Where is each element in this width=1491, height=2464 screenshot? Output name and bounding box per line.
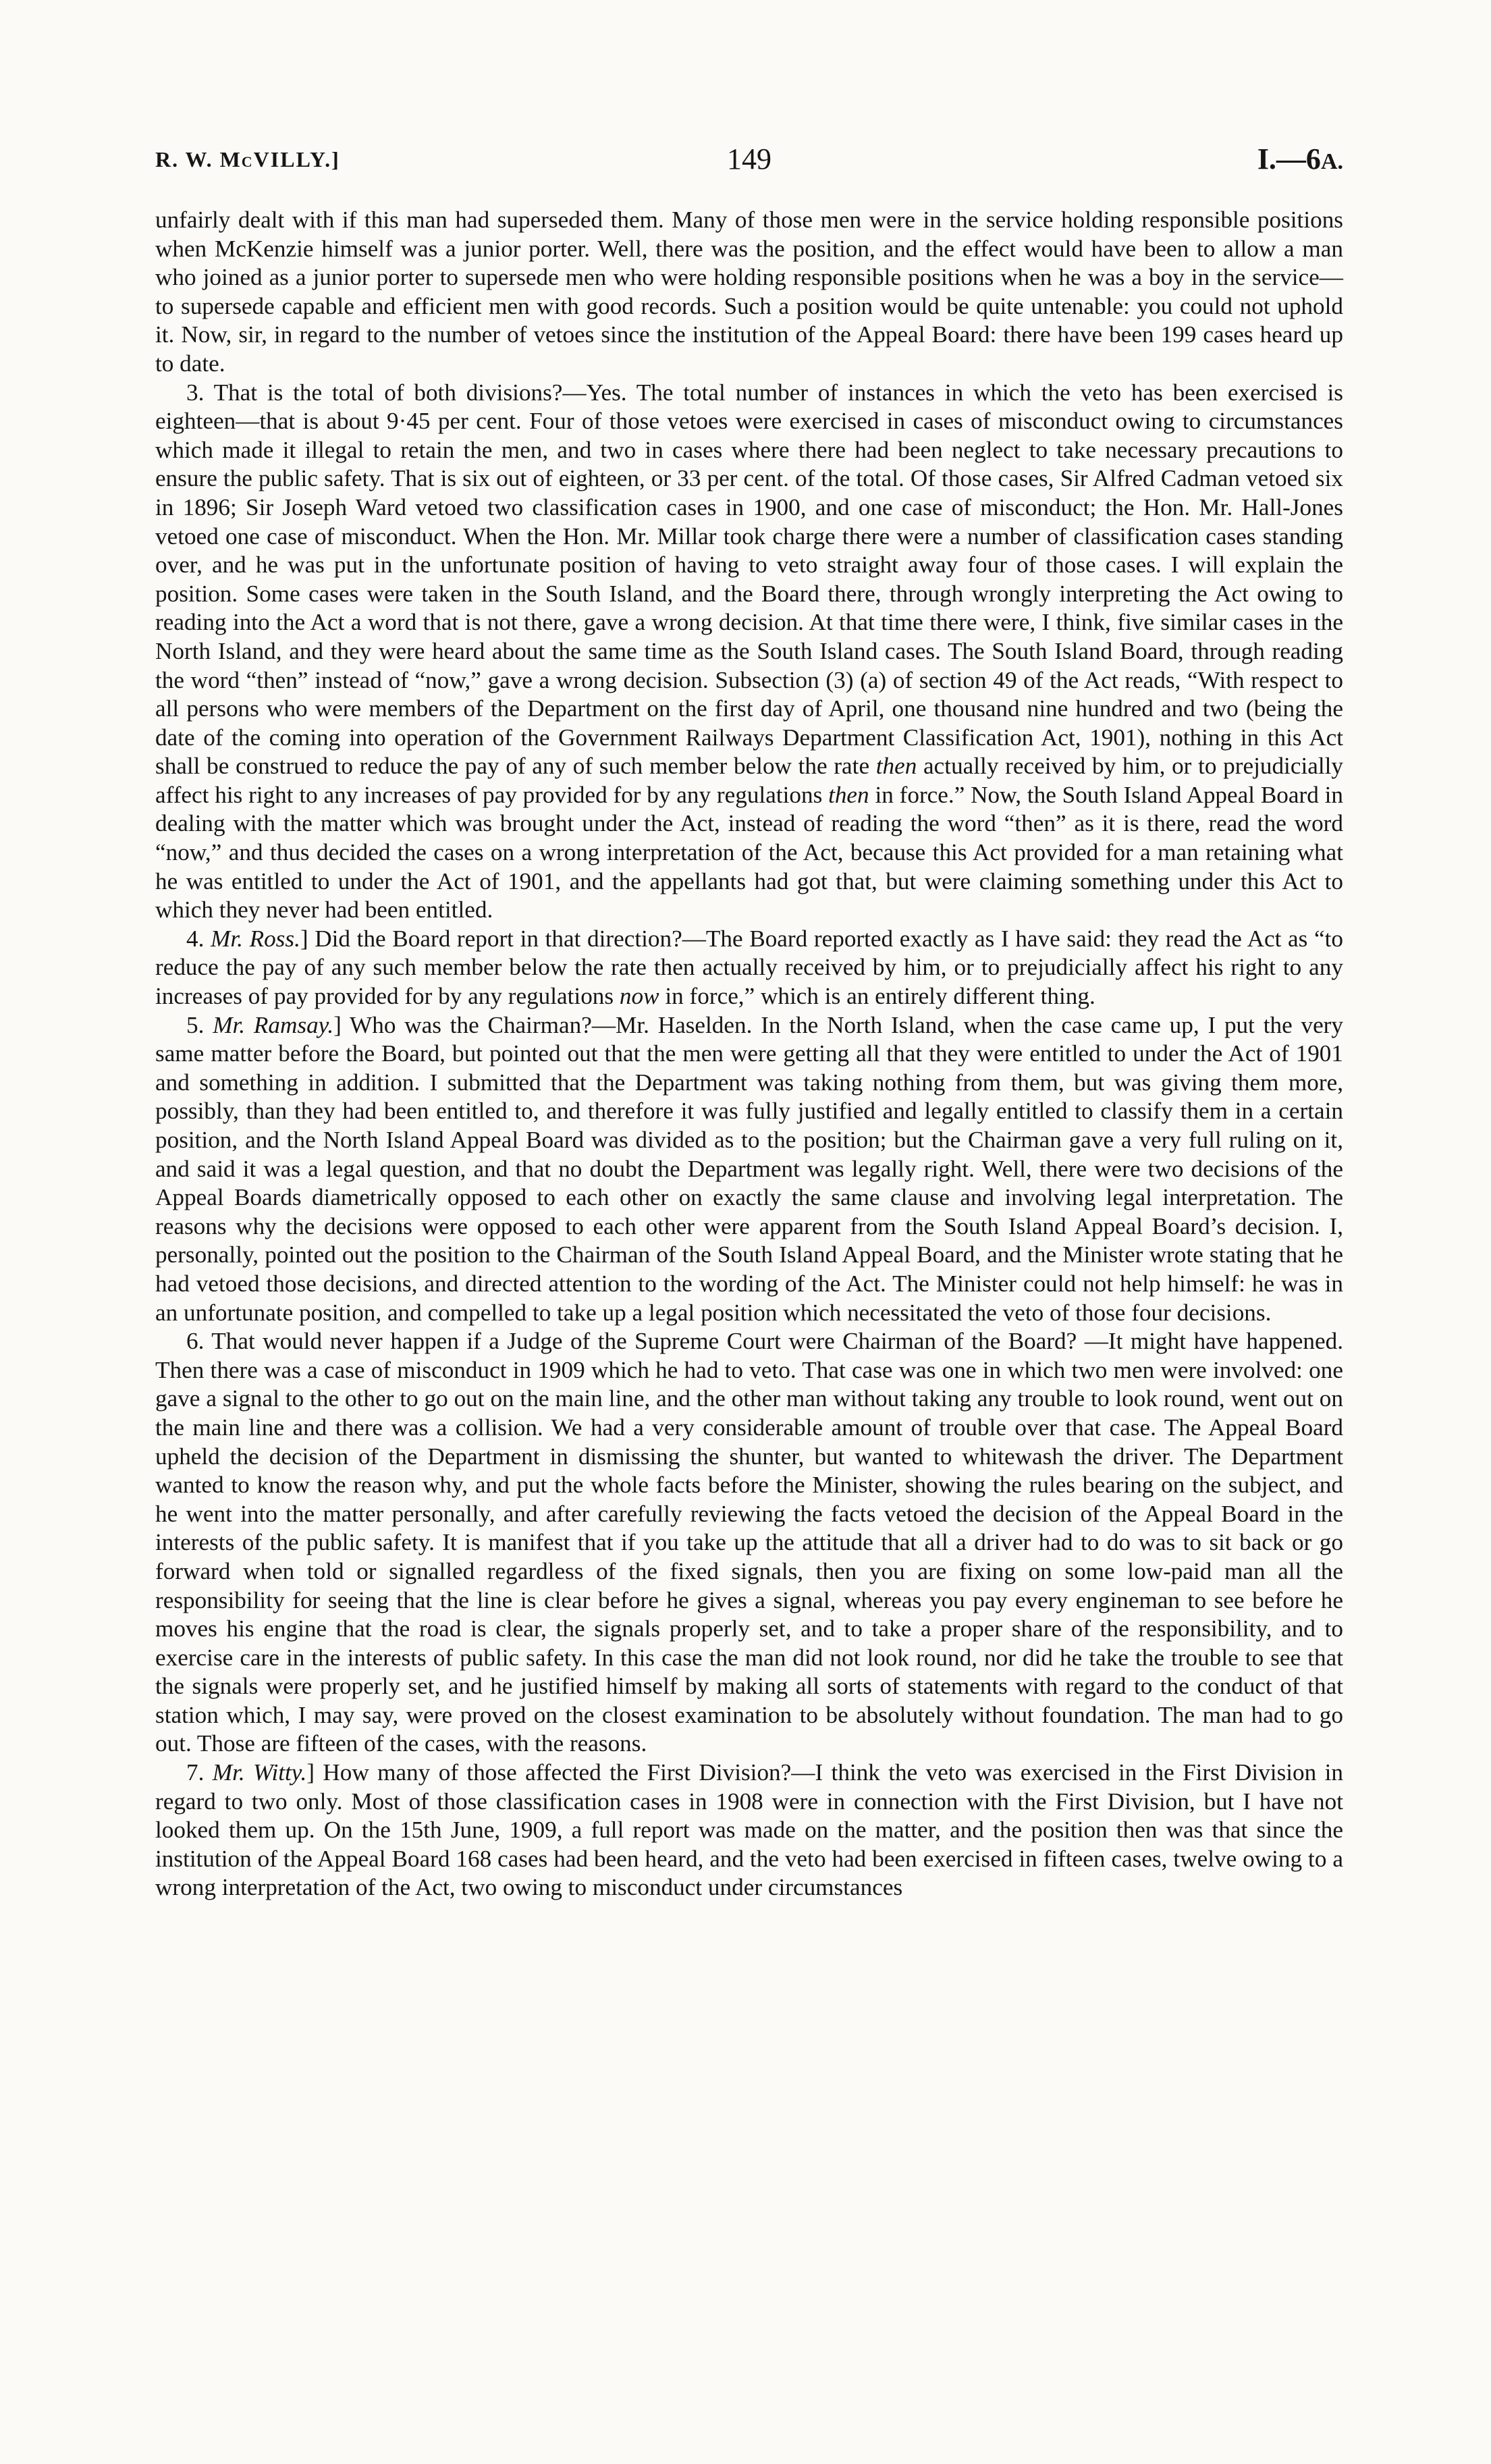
page-header	[155, 142, 1343, 182]
page-number: 149	[727, 142, 771, 176]
questioner-name: Mr. Ramsay.	[213, 1011, 334, 1038]
paragraph-question-5	[155, 1011, 1343, 1328]
questioner-name: Mr. Witty.	[212, 1759, 307, 1786]
header-witness-name: R. W. McVILLY.]	[155, 147, 340, 171]
paragraph-text: That would never happen if a Judge of the Supreme Court were Chairman of the Board? —It might have happened. Then there was a case of misconduct in 1909 which he had to veto. That case was one in which two men were involved: one gave a signal to the other to go out on the main line, and the other man without taking any trouble to look round, went out on the main line and there was a collision. We had a very considerable amount of trouble over that case. The Appeal Board upheld the decision of the Department in dismissing the shunter, but wanted to whitewash the driver. The Department wanted to know the reason why, and put the whole facts before the Minister, showing the rules bearing on the subject, and he went into the matter personally, and after carefully reviewing the facts vetoed the decision of the Appeal Board in the interests of the public safety. It is manifest that if you take up the attitude that all a driver had to do was to sit back or go forward when told or signalled regardless of the fixed signals, then you are fixing on some low-paid man all the responsibility for seeing that the line is clear before he gives a signal, whereas you pay every engineman to see before he moves his engine that the road is clear, the signals properly set, and to take a proper share of the responsibility, and to exercise care in the interests of public safety. In this case the man did not look round, nor did he take the trouble to see that the signals were properly set, and he justified himself by making all sorts of statements with regard to the conduct of that station which, I may say, were proved on the closest examination to be absolutely without foundation. The man had to go out. Those are fifteen of the cases, with the reasons.	[155, 1328, 1343, 1757]
emphasis-word: now	[619, 983, 659, 1010]
paragraph-text: in force.” Now, the South Island Appeal Board in dealing with the matter which was brought under the Act, instead of reading the word “then” as it is there, read the word “now,” and thus decided the cases on a wrong interpretation of the Act, because this Act provided for a man retaining what he was entitled to under the Act of 1901, and the appellants had got that, but were claiming something under this Act to which they never had been entitled.	[155, 781, 1343, 923]
question-number: 4.	[186, 925, 211, 952]
questioner-name: Mr. Ross.	[211, 925, 300, 952]
emphasis-word: then	[828, 781, 869, 808]
question-number: 5.	[186, 1011, 213, 1038]
paragraph-text: ] Who was the Chairman?—Mr. Haselden. In the North Island, when the case came up, I put the very same matter before the Board, but pointed out that the men were getting all that they were entitled to under the Act of 1901 and something in addition. I submitted that the Department was taking nothing from them, but was giving them more, possibly, than they had been entitled to, and therefore it was fully justified and legally entitled to classify them in a certain position, and the North Island Appeal Board was divided as to the position; but the Chairman gave a very full ruling on it, and said it was a legal question, and that no doubt the Department was legally right. Well, there were two decisions of the Appeal Boards diametrically opposed to each other on exactly the same clause and involving legal interpretation. The reasons why the decisions were opposed to each other were apparent from the South Island Appeal Board’s decision. I, personally, pointed out the position to the Chairman of the South Island Appeal Board, and the Minister wrote stating that he had vetoed those decisions, and directed attention to the wording of the Act. The Minister could not help himself: he was in an unfortunate position, and compelled to take up a legal position which necessitated the veto of those four decisions.	[155, 1011, 1343, 1326]
question-number: 6.	[186, 1328, 212, 1355]
paragraph-text: ] Did the Board report in that direction?—The Board reported exactly as I have said: they read the Act as “to reduce the pay of any such member below the rate then actually received by him, or to prejudicially affect his right to any increases of pay provided for by any regulations	[155, 925, 1343, 1010]
paragraph-question-3	[155, 379, 1343, 925]
paragraph-text: actually received by him, or to prejudicially affect his right to any increases of pay provided for by any regulations	[155, 753, 1343, 808]
header-paper-code: I.—6	[1257, 142, 1321, 176]
header-paper-suffix: A.	[1320, 149, 1343, 174]
paragraph-text: That is the total of both divisions?—Yes. The total number of instances in which the veto has been exercised is eighteen—that is about 9·45 per cent. Four of those vetoes were exercised in cases of misconduct owing to circumstances which made it illegal to retain the men, and two in cases where there had been neglect to take necessary precautions to ensure the public safety. That is six out of eighteen, or 33 per cent. of the total. Of those cases, Sir Alfred Cadman vetoed six in 1896; Sir Joseph Ward vetoed two classification cases in 1900, and one case of misconduct; the Hon. Mr. Hall-Jones vetoed one case of misconduct. When the Hon. Mr. Millar took charge there were a number of classification cases standing over, and he was put in the unfortunate position of having to veto straight away four of those cases. I will explain the position. Some cases were taken in the South Island, and the Board there, through wrongly interpreting the Act owing to reading into the Act a word that is not there, gave a wrong decision. At that time there were, I think, five similar cases in the North Island, and they were heard about the same time as the South Island cases. The South Island Board, through reading the word “then” instead of “now,” gave a wrong decision. Subsection (3) (a) of section 49 of the Act reads, “With respect to all persons who were members of the Department on the first day of April, one thousand nine hundred and two (being the date of the coming into operation of the Government Railways Department Classification Act, 1901), nothing in this Act shall be construed to reduce the pay of any of such member below the rate	[155, 379, 1343, 780]
paragraph-text: in force,” which is an entirely different thing.	[659, 983, 1095, 1010]
paragraph-continuation	[155, 206, 1343, 379]
question-number: 3.	[186, 379, 214, 406]
paragraph-question-7	[155, 1759, 1343, 1902]
emphasis-word: then	[875, 753, 917, 780]
header-paper-reference	[1257, 142, 1343, 176]
document-body	[155, 206, 1343, 1902]
paragraph-question-6	[155, 1327, 1343, 1759]
paragraph-text: ] How many of those affected the First Division?—I think the veto was exercised in the First Division in regard to two only. Most of those classification cases in 1908 were in connection with the First Division, but I have not looked them up. On the 15th June, 1909, a full report was made on the matter, and the position then was that since the institution of the Appeal Board 168 cases had been heard, and the veto had been exercised in fifteen cases, twelve owing to a wrong interpretation of the Act, two owing to misconduct under circumstances	[155, 1759, 1343, 1901]
paragraph-question-4	[155, 925, 1343, 1011]
question-number: 7.	[186, 1759, 213, 1786]
paragraph-text: unfairly dealt with if this man had superseded them. Many of those men were in the service holding responsible positions when McKenzie himself was a junior porter. Well, there was the position, and the effect would have been to allow a man who joined as a junior porter to supersede men who were holding responsible positions when he was a boy in the service—to supersede capable and efficient men with good records. Such a position would be quite untenable: you could not uphold it. Now, sir, in regard to the number of vetoes since the institution of the Appeal Board: there have been 199 cases heard up to date.	[155, 207, 1343, 377]
